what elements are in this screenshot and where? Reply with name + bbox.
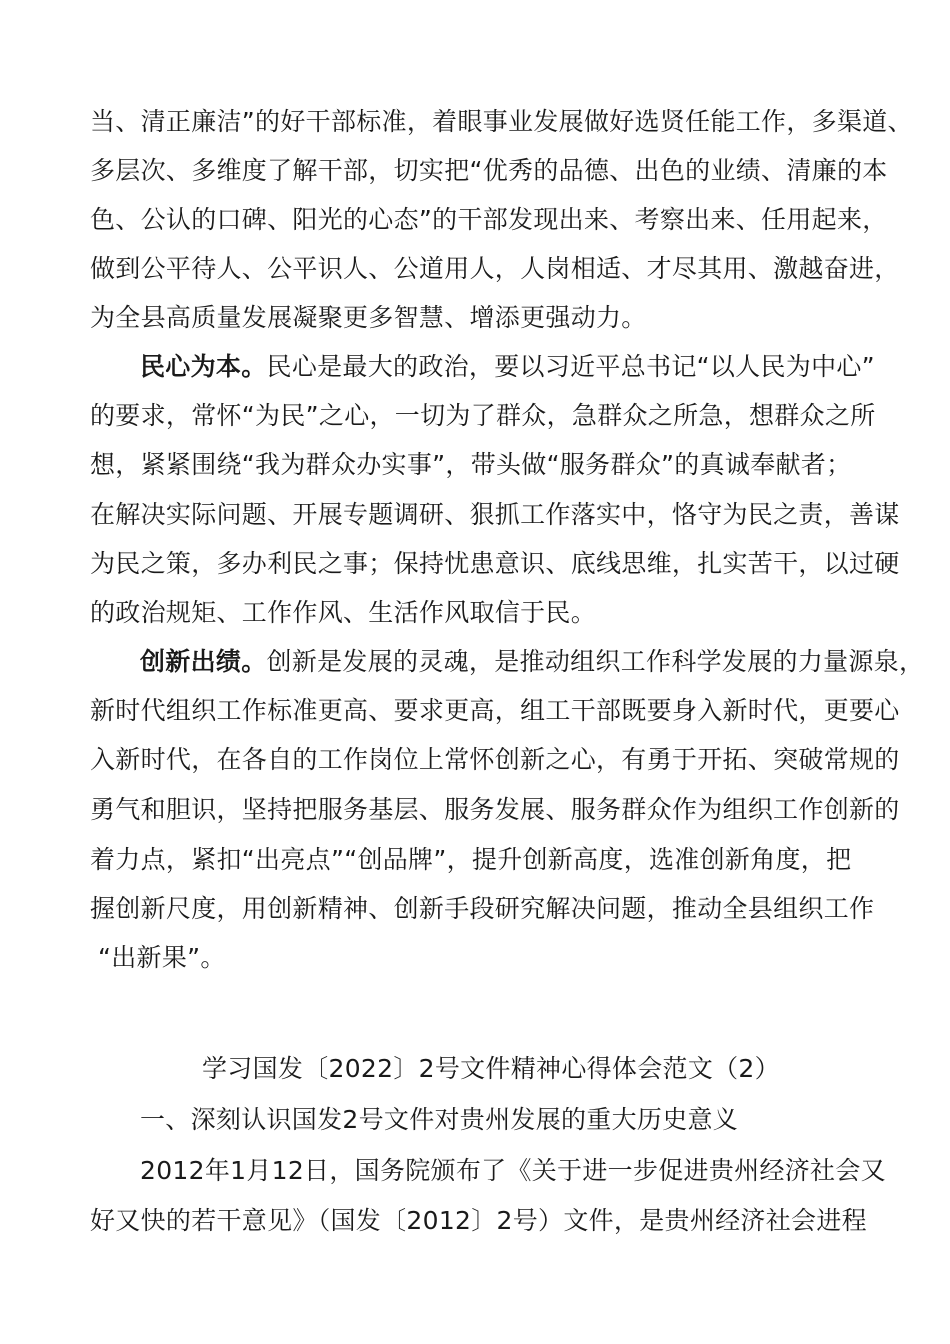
paragraph-text: 民心是最大的政治，要以习近平总书记“以人民为中心” [266, 352, 875, 381]
text-line: 的政治规矩、工作作风、生活作风取信于民。 [90, 598, 597, 627]
text-line: 勇气和胆识，坚持把服务基层、服务发展、服务群众作为组织工作创新的 [90, 795, 900, 824]
section-title: 学习国发〔2022〕2号文件精神心得体会范文（2） [202, 1054, 780, 1083]
paragraph-text: 创新是发展的灵魂，是推动组织工作科学发展的力量源泉， [266, 647, 925, 676]
text-line: 新时代组织工作标准更高、要求更高，组工干部既要身入新时代，更要心 [90, 696, 900, 725]
paragraph-heading: 民心为本。 [140, 352, 267, 381]
text-line: 的要求，常怀“为民”之心，一切为了群众，急群众之所急，想群众之所 [90, 401, 876, 430]
text-line: “出新果”。 [98, 943, 226, 972]
text-line: 握创新尺度，用创新精神、创新手段研究解决问题，推动全县组织工作 [90, 894, 875, 923]
text-line: 色、公认的口碑、阳光的心态”的干部发现出来、考察出来、任用起来， [90, 205, 888, 234]
text-line: 入新时代，在各自的工作岗位上常怀创新之心，有勇于开拓、突破常规的 [90, 745, 900, 774]
paragraph-first-line [140, 647, 924, 677]
text-line: 做到公平待人、公平识人、公道用人，人岗相适、才尽其用、激越奋进， [90, 254, 900, 283]
text-line: 为全县高质量发展凝聚更多智慧、增添更强动力。 [90, 303, 647, 332]
text-line: 2012年1月12日，国务院颁布了《关于进一步促进贵州经济社会又 [140, 1156, 886, 1185]
paragraph-first-line [140, 352, 875, 382]
text-line: 好又快的若干意见》（国发〔2012〕2号）文件，是贵州经济社会进程 [90, 1206, 867, 1235]
text-line: 着力点，紧扣“出亮点”“创品牌”，提升创新高度，选准创新角度，把 [90, 845, 852, 874]
text-line: 为民之策，多办利民之事；保持忧患意识、底线思维，扎实苦干，以过硬 [90, 549, 900, 578]
text-line: 多层次、多维度了解干部，切实把“优秀的品德、出色的业绩、清廉的本 [90, 156, 888, 185]
text-line: 在解决实际问题、开展专题调研、狠抓工作落实中，恪守为民之责，善谋 [90, 500, 900, 529]
text-line: 想，紧紧围绕“我为群众办实事”，带头做“服务群众”的真诚奉献者； [90, 450, 852, 479]
paragraph-heading: 创新出绩。 [140, 647, 267, 676]
subheading: 一、深刻认识国发2号文件对贵州发展的重大历史意义 [140, 1105, 739, 1134]
text-line: 当、清正廉洁”的好干部标准，着眼事业发展做好选贤任能工作，多渠道、 [90, 107, 913, 136]
